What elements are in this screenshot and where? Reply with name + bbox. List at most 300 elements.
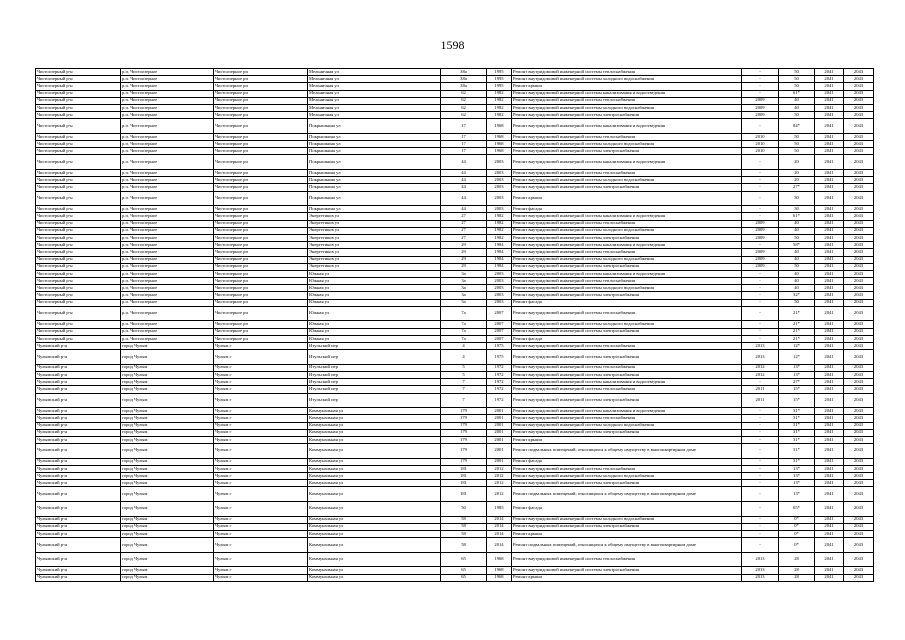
cell-municipality: р.п. Чистоозерное xyxy=(121,133,214,140)
cell-plan-from: 2041 xyxy=(815,530,844,537)
cell-plan-from: 2041 xyxy=(815,104,844,111)
cell-cost: 50 xyxy=(779,133,815,140)
cell-settlement: Чулым г xyxy=(214,574,308,581)
cell-house: 179 xyxy=(441,408,487,415)
cell-year-done: 2012 xyxy=(742,364,779,371)
cell-year-built: 1968 xyxy=(487,119,512,134)
cell-street: Энергетиков ул xyxy=(308,263,441,270)
cell-work-type: Ремонт внутридомовой инженерной системы электроснабжения xyxy=(512,567,742,574)
cell-plan-from: 2041 xyxy=(815,234,844,241)
cell-house: 27 xyxy=(441,234,487,241)
cell-street: Мельничная ул xyxy=(308,112,441,119)
cell-municipality: р.п. Чистоозерное xyxy=(121,76,214,83)
cell-year-built: 1972 xyxy=(487,393,512,408)
cell-district: Чулымский р-н xyxy=(36,371,121,378)
cell-year-built: 2014 xyxy=(487,538,512,553)
cell-plan-to: 2043 xyxy=(844,328,874,335)
cell-plan-to: 2043 xyxy=(844,458,874,465)
cell-house: 38а xyxy=(441,83,487,90)
cell-cost: 31* xyxy=(779,408,815,415)
cell-work-type: Ремонт внутридомовой инженерной системы электроснабжения xyxy=(512,393,742,408)
cell-house: 38а xyxy=(441,76,487,83)
cell-settlement: Чулым г xyxy=(214,473,308,480)
cell-cost: 50 xyxy=(779,83,815,90)
cell-street: Южная ул xyxy=(308,270,441,277)
cell-work-type: Ремонт внутридомовой инженерной системы электроснабжения xyxy=(512,234,742,241)
cell-year-built: 1982 xyxy=(487,104,512,111)
cell-district: Чистоозерный р-н xyxy=(36,234,121,241)
cell-work-type: Ремонт внутридомовой инженерной системы теплоснабжения xyxy=(512,465,742,472)
cell-street: Покрышкина ул xyxy=(308,155,441,170)
cell-work-type: Ремонт внутридомовой инженерной системы канализования и водоотведения xyxy=(512,242,742,249)
cell-street: Итульский пер xyxy=(308,364,441,371)
cell-work-type: Ремонт внутридомовой инженерной системы канализования и водоотведения xyxy=(512,379,742,386)
cell-street: Коммунальная ул xyxy=(308,436,441,443)
cell-year-built: 2003 xyxy=(487,206,512,213)
cell-plan-from: 2041 xyxy=(815,141,844,148)
cell-plan-to: 2043 xyxy=(844,263,874,270)
cell-work-type: Ремонт внутридомовой инженерной системы холодного водоснабжения xyxy=(512,422,742,429)
cell-year-built: 2012 xyxy=(487,473,512,480)
cell-house: 179 xyxy=(441,436,487,443)
cell-municipality: р.п. Чистоозерное xyxy=(121,112,214,119)
cell-plan-to: 2043 xyxy=(844,538,874,553)
cell-plan-to: 2043 xyxy=(844,155,874,170)
cell-year-built: 2001 xyxy=(487,444,512,459)
cell-house: 5 xyxy=(441,364,487,371)
cell-street: Покрышкина ул xyxy=(308,191,441,206)
cell-district: Чистоозерный р-н xyxy=(36,299,121,306)
cell-cost: 31* xyxy=(779,458,815,465)
cell-year-done: - xyxy=(742,328,779,335)
cell-plan-from: 2041 xyxy=(815,429,844,436)
cell-cost: 31* xyxy=(779,429,815,436)
cell-year-done: 2009 xyxy=(742,220,779,227)
cell-year-built: 2012 xyxy=(487,465,512,472)
cell-municipality: р.п. Чистоозерное xyxy=(121,191,214,206)
cell-settlement: Чулым г xyxy=(214,465,308,472)
cell-year-done: 2011 xyxy=(742,386,779,393)
cell-house: 181 xyxy=(441,480,487,487)
cell-plan-from: 2041 xyxy=(815,574,844,581)
cell-street: Южная ул xyxy=(308,285,441,292)
cell-settlement: Чулым г xyxy=(214,408,308,415)
cell-year-built: 2003 xyxy=(487,292,512,299)
cell-work-type: Ремонт внутридомовой инженерной системы теплоснабжения xyxy=(512,386,742,393)
cell-district: Чистоозерный р-н xyxy=(36,76,121,83)
table-row xyxy=(36,465,874,472)
cell-plan-from: 2041 xyxy=(815,364,844,371)
cell-municipality: р.п. Чистоозерное xyxy=(121,335,214,342)
cell-settlement: Чистоозерное рп xyxy=(214,270,308,277)
cell-house: 27 xyxy=(441,220,487,227)
cell-year-built: 1995 xyxy=(487,69,512,76)
cell-house: 29 xyxy=(441,263,487,270)
cell-plan-from: 2041 xyxy=(815,523,844,530)
cell-street: Мельничная ул xyxy=(308,97,441,104)
table-row xyxy=(36,299,874,306)
cell-settlement: Чистоозерное рп xyxy=(214,292,308,299)
cell-street: Коммунальная ул xyxy=(308,473,441,480)
cell-district: Чистоозерный р-н xyxy=(36,270,121,277)
cell-work-type: Ремонт внутридомовой инженерной системы канализования и водоотведения xyxy=(512,408,742,415)
cell-year-built: 1972 xyxy=(487,364,512,371)
cell-municipality: город Чулым xyxy=(121,538,214,553)
table-row xyxy=(36,444,874,459)
cell-district: Чулымский р-н xyxy=(36,523,121,530)
cell-street: Покрышкина ул xyxy=(308,148,441,155)
table-row xyxy=(36,364,874,371)
table-row xyxy=(36,155,874,170)
cell-work-type: Ремонт внутридомовой инженерной системы электроснабжения xyxy=(512,148,742,155)
cell-district: Чулымский р-н xyxy=(36,415,121,422)
cell-cost: 0* xyxy=(779,538,815,553)
cell-settlement: Чулым г xyxy=(214,429,308,436)
cell-year-built: 2007 xyxy=(487,306,512,321)
cell-municipality: р.п. Чистоозерное xyxy=(121,256,214,263)
cell-district: Чулымский р-н xyxy=(36,350,121,365)
cell-plan-to: 2043 xyxy=(844,444,874,459)
cell-year-done: - xyxy=(742,379,779,386)
cell-municipality: р.п. Чистоозерное xyxy=(121,292,214,299)
cell-settlement: Чулым г xyxy=(214,538,308,553)
cell-year-built: 1984 xyxy=(487,256,512,263)
cell-cost: 40 xyxy=(779,220,815,227)
cell-year-done: - xyxy=(742,502,779,517)
cell-plan-from: 2041 xyxy=(815,177,844,184)
cell-district: Чистоозерный р-н xyxy=(36,184,121,191)
cell-settlement: Чистоозерное рп xyxy=(214,155,308,170)
cell-street: Энергетиков ул xyxy=(308,227,441,234)
cell-street: Коммунальная ул xyxy=(308,523,441,530)
table-row xyxy=(36,335,874,342)
cell-plan-to: 2043 xyxy=(844,371,874,378)
cell-settlement: Чулым г xyxy=(214,516,308,523)
cell-street: Коммунальная ул xyxy=(308,502,441,517)
cell-municipality: город Чулым xyxy=(121,415,214,422)
table-row xyxy=(36,90,874,97)
cell-municipality: город Чулым xyxy=(121,458,214,465)
cell-cost: 50 xyxy=(779,234,815,241)
cell-house: 7а xyxy=(441,321,487,328)
cell-year-done: 2010 xyxy=(742,148,779,155)
cell-settlement: Чулым г xyxy=(214,487,308,502)
cell-street: Коммунальная ул xyxy=(308,429,441,436)
table-row xyxy=(36,112,874,119)
cell-plan-to: 2043 xyxy=(844,516,874,523)
cell-work-type: Ремонт крыши xyxy=(512,83,742,90)
cell-work-type: Ремонт крыши xyxy=(512,436,742,443)
cell-house: 7а xyxy=(441,328,487,335)
table-row xyxy=(36,523,874,530)
cell-year-done: 2009 xyxy=(742,227,779,234)
cell-district: Чулымский р-н xyxy=(36,422,121,429)
cell-year-done: - xyxy=(742,83,779,90)
cell-plan-to: 2043 xyxy=(844,487,874,502)
cell-street: Мельничная ул xyxy=(308,69,441,76)
cell-municipality: р.п. Чистоозерное xyxy=(121,184,214,191)
cell-year-built: 1968 xyxy=(487,141,512,148)
cell-house: 181 xyxy=(441,465,487,472)
cell-plan-from: 2041 xyxy=(815,270,844,277)
table-row xyxy=(36,567,874,574)
cell-plan-from: 2041 xyxy=(815,263,844,270)
cell-year-done: 2009 xyxy=(742,234,779,241)
cell-house: 3а xyxy=(441,278,487,285)
cell-plan-from: 2041 xyxy=(815,90,844,97)
cell-plan-to: 2043 xyxy=(844,350,874,365)
cell-year-done: - xyxy=(742,170,779,177)
cell-district: Чистоозерный р-н xyxy=(36,335,121,342)
cell-house: 44 xyxy=(441,177,487,184)
cell-house: 3а xyxy=(441,270,487,277)
table-row xyxy=(36,285,874,292)
cell-cost: 21* xyxy=(779,306,815,321)
cell-plan-to: 2043 xyxy=(844,473,874,480)
table-row xyxy=(36,574,874,581)
cell-work-type: Ремонт внутридомовой инженерной системы холодного водоснабжения xyxy=(512,177,742,184)
cell-cost: 21* xyxy=(779,335,815,342)
cell-district: Чулымский р-н xyxy=(36,436,121,443)
cell-plan-to: 2043 xyxy=(844,386,874,393)
cell-street: Итульский пер xyxy=(308,379,441,386)
cell-year-built: 2003 xyxy=(487,184,512,191)
table-row xyxy=(36,119,874,134)
cell-cost: 20 xyxy=(779,155,815,170)
cell-cost: 13* xyxy=(779,480,815,487)
cell-year-built: 1968 xyxy=(487,574,512,581)
cell-municipality: город Чулым xyxy=(121,523,214,530)
table-row xyxy=(36,76,874,83)
cell-plan-from: 2041 xyxy=(815,516,844,523)
cell-work-type: Ремонт внутридомовой инженерной системы электроснабжения xyxy=(512,292,742,299)
table-row xyxy=(36,177,874,184)
cell-district: Чулымский р-н xyxy=(36,393,121,408)
cell-work-type: Ремонт внутридомовой инженерной системы холодного водоснабжения xyxy=(512,473,742,480)
cell-cost: 31* xyxy=(779,415,815,422)
cell-street: Энергетиков ул xyxy=(308,249,441,256)
cell-cost: 12* xyxy=(779,343,815,350)
cell-house: 62 xyxy=(441,104,487,111)
cell-work-type: Ремонт фасада xyxy=(512,206,742,213)
cell-district: Чулымский р-н xyxy=(36,538,121,553)
cell-municipality: р.п. Чистоозерное xyxy=(121,119,214,134)
cell-plan-from: 2041 xyxy=(815,422,844,429)
cell-work-type: Ремонт внутридомовой инженерной системы электроснабжения xyxy=(512,263,742,270)
cell-year-done: 2009 xyxy=(742,112,779,119)
cell-plan-from: 2041 xyxy=(815,213,844,220)
cell-work-type: Ремонт внутридомовой инженерной системы теплоснабжения xyxy=(512,69,742,76)
cell-district: Чулымский р-н xyxy=(36,386,121,393)
cell-plan-to: 2043 xyxy=(844,306,874,321)
cell-plan-from: 2041 xyxy=(815,97,844,104)
cell-house: 7а xyxy=(441,306,487,321)
cell-work-type: Ремонт внутридомовой инженерной системы электроснабжения xyxy=(512,429,742,436)
cell-settlement: Чулым г xyxy=(214,523,308,530)
cell-year-done: - xyxy=(742,458,779,465)
cell-district: Чистоозерный р-н xyxy=(36,90,121,97)
cell-settlement: Чистоозерное рп xyxy=(214,278,308,285)
cell-settlement: Чулым г xyxy=(214,552,308,567)
cell-house: 58 xyxy=(441,523,487,530)
cell-street: Итульский пер xyxy=(308,386,441,393)
table-row xyxy=(36,263,874,270)
cell-work-type: Ремонт внутридомовой инженерной системы электроснабжения xyxy=(512,328,742,335)
cell-plan-from: 2041 xyxy=(815,299,844,306)
cell-street: Итульский пер xyxy=(308,350,441,365)
table-row xyxy=(36,530,874,537)
cell-house: 44 xyxy=(441,184,487,191)
cell-municipality: город Чулым xyxy=(121,487,214,502)
cell-house: 17 xyxy=(441,141,487,148)
cell-year-done: 2009 xyxy=(742,104,779,111)
cell-year-built: 2012 xyxy=(487,480,512,487)
cell-street: Коммунальная ул xyxy=(308,415,441,422)
cell-municipality: р.п. Чистоозерное xyxy=(121,270,214,277)
cell-plan-from: 2041 xyxy=(815,306,844,321)
cell-district: Чистоозерный р-н xyxy=(36,278,121,285)
cell-plan-from: 2041 xyxy=(815,249,844,256)
cell-plan-to: 2043 xyxy=(844,112,874,119)
cell-plan-from: 2041 xyxy=(815,285,844,292)
cell-settlement: Чистоозерное рп xyxy=(214,249,308,256)
cell-plan-from: 2041 xyxy=(815,256,844,263)
cell-plan-to: 2043 xyxy=(844,299,874,306)
cell-municipality: город Чулым xyxy=(121,444,214,459)
cell-municipality: город Чулым xyxy=(121,379,214,386)
cell-settlement: Чулым г xyxy=(214,371,308,378)
cell-plan-to: 2043 xyxy=(844,343,874,350)
cell-plan-to: 2043 xyxy=(844,104,874,111)
cell-district: Чистоозерный р-н xyxy=(36,141,121,148)
cell-cost: 13* xyxy=(779,364,815,371)
cell-street: Южная ул xyxy=(308,306,441,321)
cell-work-type: Ремонт внутридомовой инженерной системы холодного водоснабжения xyxy=(512,104,742,111)
cell-settlement: Чулым г xyxy=(214,458,308,465)
cell-municipality: р.п. Чистоозерное xyxy=(121,227,214,234)
cell-settlement: Чулым г xyxy=(214,436,308,443)
cell-municipality: город Чулым xyxy=(121,350,214,365)
cell-year-done: - xyxy=(742,285,779,292)
cell-year-built: 1982 xyxy=(487,213,512,220)
cell-year-built: 1982 xyxy=(487,227,512,234)
cell-house: 7а xyxy=(441,335,487,342)
cell-cost: 61* xyxy=(779,213,815,220)
cell-cost: 28 xyxy=(779,574,815,581)
cell-plan-from: 2041 xyxy=(815,335,844,342)
table-row xyxy=(36,191,874,206)
cell-plan-to: 2043 xyxy=(844,523,874,530)
table-row xyxy=(36,415,874,422)
cell-plan-to: 2043 xyxy=(844,242,874,249)
cell-plan-from: 2041 xyxy=(815,227,844,234)
cell-plan-to: 2043 xyxy=(844,256,874,263)
cell-house: 17 xyxy=(441,119,487,134)
cell-district: Чулымский р-н xyxy=(36,343,121,350)
table-row xyxy=(36,538,874,553)
cell-cost: 40 xyxy=(779,97,815,104)
table-row xyxy=(36,206,874,213)
cell-street: Коммунальная ул xyxy=(308,458,441,465)
cell-work-type: Ремонт подвальных помещений, относящихся к общему имуществу в многоквартирном доме xyxy=(512,487,742,502)
cell-plan-to: 2043 xyxy=(844,567,874,574)
cell-settlement: Чистоозерное рп xyxy=(214,76,308,83)
cell-year-built: 1968 xyxy=(487,567,512,574)
cell-settlement: Чулым г xyxy=(214,386,308,393)
cell-settlement: Чистоозерное рп xyxy=(214,220,308,227)
table-row xyxy=(36,328,874,335)
cell-district: Чистоозерный р-н xyxy=(36,148,121,155)
cell-work-type: Ремонт крыши xyxy=(512,574,742,581)
cell-settlement: Чистоозерное рп xyxy=(214,191,308,206)
cell-district: Чистоозерный р-н xyxy=(36,170,121,177)
cell-district: Чистоозерный р-н xyxy=(36,292,121,299)
table-row xyxy=(36,436,874,443)
cell-year-done: - xyxy=(742,415,779,422)
cell-year-built: 1984 xyxy=(487,242,512,249)
table-row xyxy=(36,256,874,263)
cell-plan-from: 2041 xyxy=(815,155,844,170)
cell-settlement: Чистоозерное рп xyxy=(214,133,308,140)
table-row xyxy=(36,458,874,465)
table-row xyxy=(36,480,874,487)
cell-year-built: 1982 xyxy=(487,220,512,227)
cell-house: 7 xyxy=(441,386,487,393)
cell-house: 65 xyxy=(441,552,487,567)
cell-plan-from: 2041 xyxy=(815,379,844,386)
cell-street: Коммунальная ул xyxy=(308,480,441,487)
cell-plan-from: 2041 xyxy=(815,119,844,134)
table-row xyxy=(36,408,874,415)
cell-work-type: Ремонт фасада xyxy=(512,502,742,517)
cell-street: Южная ул xyxy=(308,292,441,299)
cell-year-built: 2003 xyxy=(487,170,512,177)
cell-plan-from: 2041 xyxy=(815,538,844,553)
cell-street: Южная ул xyxy=(308,299,441,306)
cell-cost: 40 xyxy=(779,278,815,285)
cell-work-type: Ремонт внутридомовой инженерной системы теплоснабжения xyxy=(512,249,742,256)
cell-year-built: 1972 xyxy=(487,386,512,393)
cell-municipality: город Чулым xyxy=(121,552,214,567)
cell-work-type: Ремонт подвальных помещений, относящихся к общему имуществу в многоквартирном доме xyxy=(512,444,742,459)
cell-plan-from: 2041 xyxy=(815,473,844,480)
cell-year-done: 2009 xyxy=(742,249,779,256)
cell-house: 65 xyxy=(441,567,487,574)
cell-district: Чистоозерный р-н xyxy=(36,249,121,256)
cell-year-built: 1984 xyxy=(487,249,512,256)
cell-plan-to: 2043 xyxy=(844,292,874,299)
cell-work-type: Ремонт внутридомовой инженерной системы теплоснабжения xyxy=(512,170,742,177)
cell-plan-to: 2043 xyxy=(844,408,874,415)
cell-district: Чулымский р-н xyxy=(36,364,121,371)
cell-settlement: Чулым г xyxy=(214,530,308,537)
table-row xyxy=(36,393,874,408)
cell-street: Южная ул xyxy=(308,278,441,285)
cell-district: Чулымский р-н xyxy=(36,408,121,415)
cell-cost: 30 xyxy=(779,206,815,213)
cell-plan-to: 2043 xyxy=(844,227,874,234)
table-row xyxy=(36,249,874,256)
cell-settlement: Чистоозерное рп xyxy=(214,213,308,220)
cell-plan-from: 2041 xyxy=(815,292,844,299)
cell-street: Коммунальная ул xyxy=(308,538,441,553)
cell-plan-from: 2041 xyxy=(815,393,844,408)
cell-street: Коммунальная ул xyxy=(308,552,441,567)
cell-street: Итульский пер xyxy=(308,343,441,350)
cell-street: Южная ул xyxy=(308,321,441,328)
cell-district: Чистоозерный р-н xyxy=(36,83,121,90)
cell-street: Покрышкина ул xyxy=(308,141,441,148)
